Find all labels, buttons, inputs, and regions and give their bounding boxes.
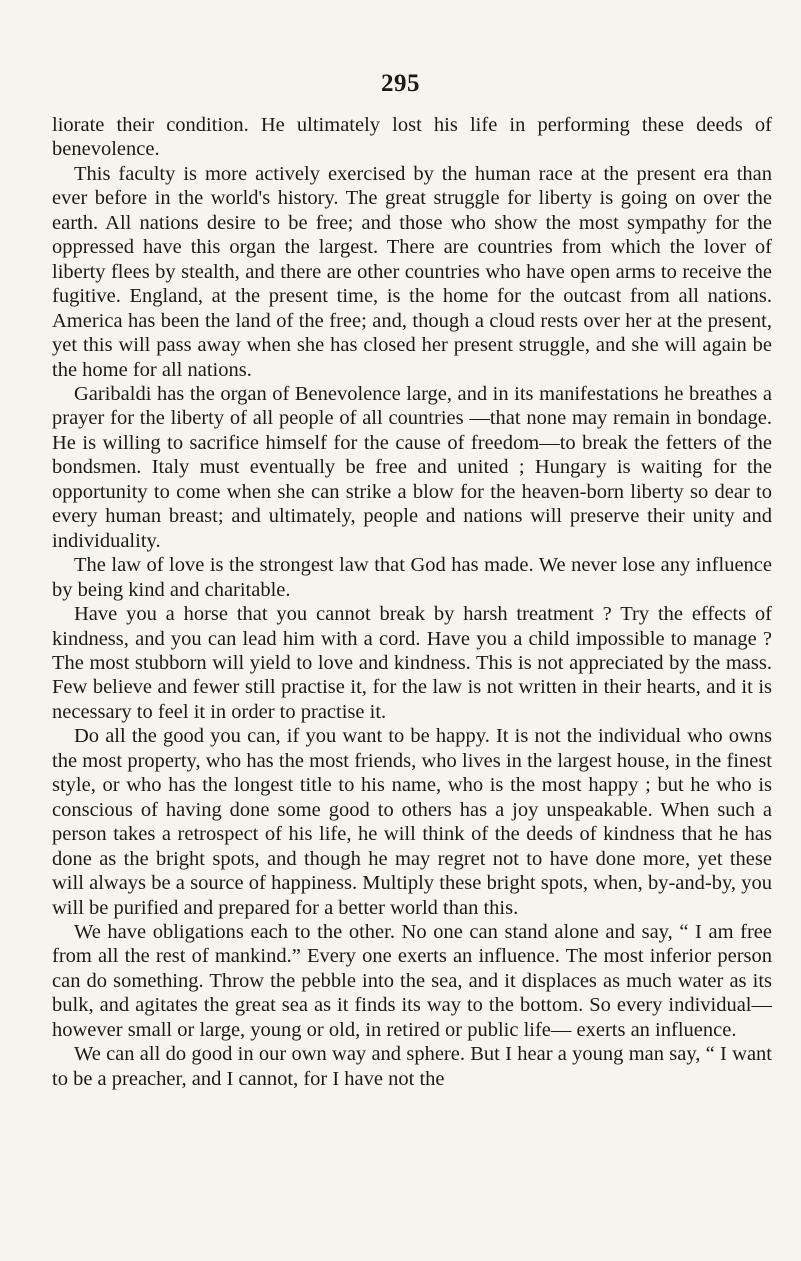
paragraph-garibaldi: Garibaldi has the organ of Benevolence large, and in its manifestations he breathes a prayer for the liberty of all people of all countries —that none may remain in bondage. He is willing to sacrifice himself for the cause of freedom—to break the fetters of the bondsmen. Italy must eventually be free and united ; Hungary is waiting for the opportunity to come when she can strike a blow for the heaven-born liberty so dear to every human breast; and ultimately, people and nations will preserve their unity and individuality. [52, 382, 772, 552]
paragraph-faculty: This faculty is more actively exercised by the human race at the present era than ever before in the world's history. The great struggle for liberty is going on over the earth. All nations desire to be free; and those who show the most sympathy for the oppressed have this organ the largest. There are countries from which the lover of liberty flees by stealth, and there are other countries who have open arms to receive the fugitive. England, at the present time, is the home for the outcast from all nations. America has been the land of the free; and, though a cloud rests over her at the present, yet this will pass away when she has closed her present struggle, and she will again be the home for all nations. [52, 162, 772, 381]
paragraph-continued: liorate their condition. He ultimately lost his life in performing these deeds of benevolence. [52, 114, 772, 161]
paragraph-obligations: We have obligations each to the other. No one can stand alone and say, “ I am free from all the rest of mankind.” Every one exerts an influence. The most inferior person can do something. Throw the pebble into the sea, and it displaces as much water as its bulk, and agitates the great sea as it finds its way to the bottom. So every individual—however small or large, young or old, in retired or public life— exerts an influence. [52, 920, 772, 1041]
page-number: 295 [381, 70, 420, 97]
paragraph-horse: Have you a horse that you cannot break by harsh treatment ? Try the effects of kindness, and you can lead him with a cord. Have you a child impossible to manage ? The most stubborn will yield to love and kindness. This is not appreciated by the mass. Few believe and fewer still practise it, for the law is not written in their hearts, and it is necessary to feel it in order to practise it. [52, 603, 772, 723]
paragraph-sphere: We can all do good in our own way and sphere. But I hear a young man say, “ I want to be a preacher, and I cannot, for I have not the [52, 1043, 772, 1090]
paragraph-do-good: Do all the good you can, if you want to be happy. It is not the individual who owns the most property, who has the most friends, who lives in the largest house, in the finest style, or who has the longest title to his name, who is the most happy ; but he who is conscious of having done some good to others has a joy unspeakable. When such a person takes a retrospect of his life, he will think of the deeds of kindness that he has done as the bright spots, and though he may regret not to have done more, yet these will always be a source of happiness. Multiply these bright spots, when, by-and-by, you will be purified and prepared for a better world than this. [52, 725, 772, 919]
paragraph-law-of-love: The law of love is the strongest law that God has made. We never lose any influence by being kind and charitable. [52, 554, 772, 601]
page-body [52, 113, 772, 1091]
